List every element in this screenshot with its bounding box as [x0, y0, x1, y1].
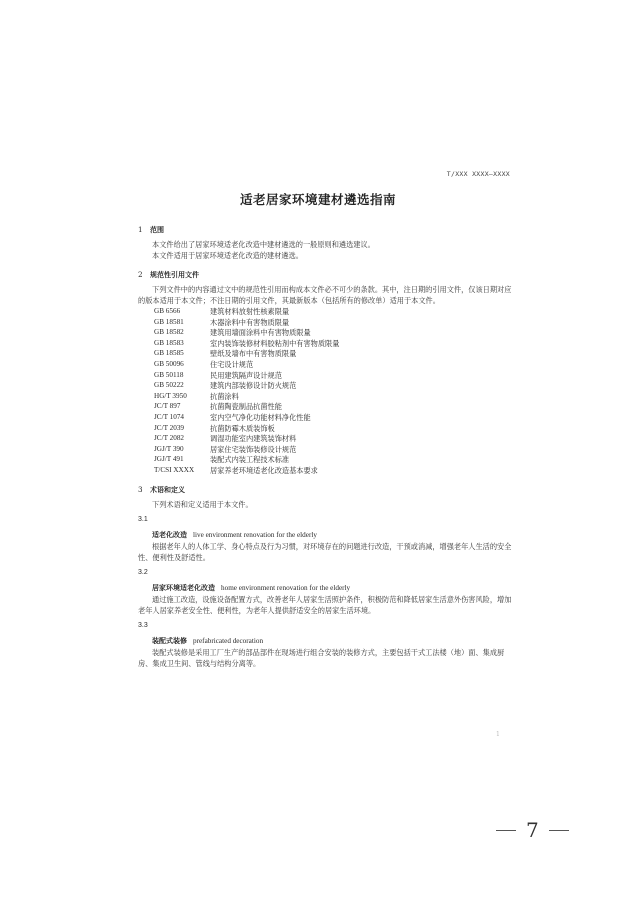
reference-name: 抗菌陶瓷制品抗菌性能 — [210, 402, 282, 412]
paragraph: 下列文件中的内容通过文中的规范性引用而构成本文件必不可少的条款。其中，注日期的引用文件，仅该日期对应的版本适用于本文件；不注日期的引用文件，其最新版本（包括所有的修改单）适用于本文件。 — [138, 285, 512, 305]
page-number: 7 — [526, 818, 539, 842]
reference-code: GB 18581 — [154, 317, 184, 326]
reference-code: JC/T 897 — [154, 402, 181, 411]
reference-name: 抗菌涂料 — [210, 391, 239, 401]
section-title: 规范性引用文件 — [150, 271, 199, 279]
reference-item — [154, 370, 514, 381]
reference-code: T/CSI XXXX — [154, 465, 195, 474]
reference-name: 民用建筑隔声设计规范 — [210, 370, 282, 380]
document-body — [138, 224, 514, 669]
reference-item — [154, 380, 514, 391]
reference-code: GB 18582 — [154, 328, 184, 337]
section-number: 1 — [138, 225, 143, 234]
term-definition: 通过施工改造，设施设备配置方式，改善老年人居家生活照护条件，积极防范和降低居家生活意外伤害风险，增加老年人居家养老安全性、便利性，为老年人提供舒适安全的居家生活环境。 — [138, 594, 512, 615]
term-definition: 装配式装修是采用工厂生产的部品部件在现场进行组合安装的装修方式，主要包括干式工法楼（地）面、集成厨房、集成卫生间、管线与结构分离等。 — [138, 647, 505, 668]
reference-item — [154, 433, 514, 444]
reference-name: 建筑内部装修设计防火规范 — [210, 381, 297, 391]
reference-item — [154, 306, 514, 317]
reference-item — [154, 338, 514, 349]
reference-code: GB 18583 — [154, 338, 184, 347]
reference-item — [154, 359, 514, 370]
term-chinese: 装配式装修 — [152, 636, 187, 645]
term-heading — [138, 582, 514, 594]
reference-code: HG/T 3950 — [154, 391, 187, 400]
page-number-footer — [486, 818, 579, 842]
reference-code: JC/T 2082 — [154, 434, 185, 443]
term-chinese: 居家环境适老化改造 — [152, 583, 215, 592]
document-title: 适老居家环境建材遴选指南 — [239, 192, 396, 207]
term-number: 3.1 — [138, 515, 148, 523]
reference-code: JC/T 2039 — [154, 423, 185, 432]
reference-item — [154, 412, 514, 423]
reference-item — [154, 444, 514, 455]
reference-item — [154, 401, 514, 412]
reference-item — [154, 454, 514, 465]
reference-code: JGJ/T 491 — [154, 455, 184, 464]
reference-code: GB 50096 — [154, 359, 184, 368]
paragraph: 下列术语和定义适用于本文件。 — [152, 499, 253, 509]
reference-code: JC/T 1074 — [154, 412, 185, 421]
term-number: 3.2 — [138, 568, 148, 576]
reference-code: GB 50118 — [154, 370, 184, 379]
reference-item — [154, 423, 514, 434]
reference-item — [154, 327, 514, 338]
reference-name: 室内装饰装修材料胶粘剂中有害物质限量 — [210, 338, 340, 348]
term-definition: 根据老年人的人体工学、身心特点及行为习惯，对环境存在的问题进行改造，干预或消减，增强老年人生活的安全性、便利性及舒适性。 — [138, 541, 512, 562]
reference-name: 室内空气净化功能材料净化性能 — [210, 412, 311, 422]
paragraph: 本文件给出了居家环境适老化改造中建材遴选的一般原则和遴选建议。 — [152, 240, 375, 249]
reference-name: 木器涂料中有害物质限量 — [210, 317, 290, 327]
right-dash — [549, 830, 569, 831]
reference-code: GB 6566 — [154, 307, 181, 315]
term-heading — [138, 529, 514, 541]
section-heading-normative-references — [138, 269, 514, 280]
term-heading — [138, 635, 514, 647]
left-dash — [496, 830, 516, 831]
reference-name: 建筑材料放射性核素限量 — [210, 307, 290, 316]
reference-name: 住宅设计规范 — [210, 359, 254, 369]
reference-name: 抗菌防霉木质装饰板 — [210, 423, 275, 433]
reference-name: 调湿功能室内建筑装饰材料 — [210, 434, 297, 444]
reference-name: 建筑用墙面涂料中有害物质限量 — [210, 328, 311, 338]
section-number: 3 — [138, 484, 143, 494]
reference-name: 居家住宅装饰装修设计规范 — [210, 444, 297, 454]
section-number: 2 — [138, 270, 143, 279]
reference-name: 居家养老环境适老化改造基本要求 — [210, 465, 318, 475]
reference-name: 装配式内装工程技术标准 — [210, 455, 290, 465]
reference-item — [154, 348, 514, 359]
reference-code: GB 50222 — [154, 381, 184, 390]
reference-item — [154, 391, 514, 402]
section-heading-terms-definitions — [138, 484, 514, 495]
term-number: 3.3 — [138, 621, 148, 629]
reference-name: 壁纸及墙布中有害物质限量 — [210, 349, 297, 359]
document-code: T/XXX XXXX—XXXX — [446, 170, 510, 178]
paragraph: 本文件适用于居家环境适老化改造的建材遴选。 — [152, 251, 303, 260]
term-english: home environment renovation for the elderly — [221, 583, 351, 592]
reference-code: GB 18585 — [154, 349, 184, 358]
section-heading-scope — [138, 224, 514, 235]
margin-marker: 1 — [496, 731, 500, 738]
reference-item — [154, 465, 514, 476]
section-title: 术语和定义 — [150, 485, 185, 494]
term-english: live environment renovation for the elderly — [193, 530, 317, 539]
reference-list — [138, 306, 514, 476]
term-chinese: 适老化改造 — [152, 530, 187, 539]
section-title: 范围 — [150, 226, 164, 234]
reference-item — [154, 317, 514, 328]
reference-code: JGJ/T 390 — [154, 444, 184, 453]
term-english: prefabricated decoration — [193, 636, 264, 645]
